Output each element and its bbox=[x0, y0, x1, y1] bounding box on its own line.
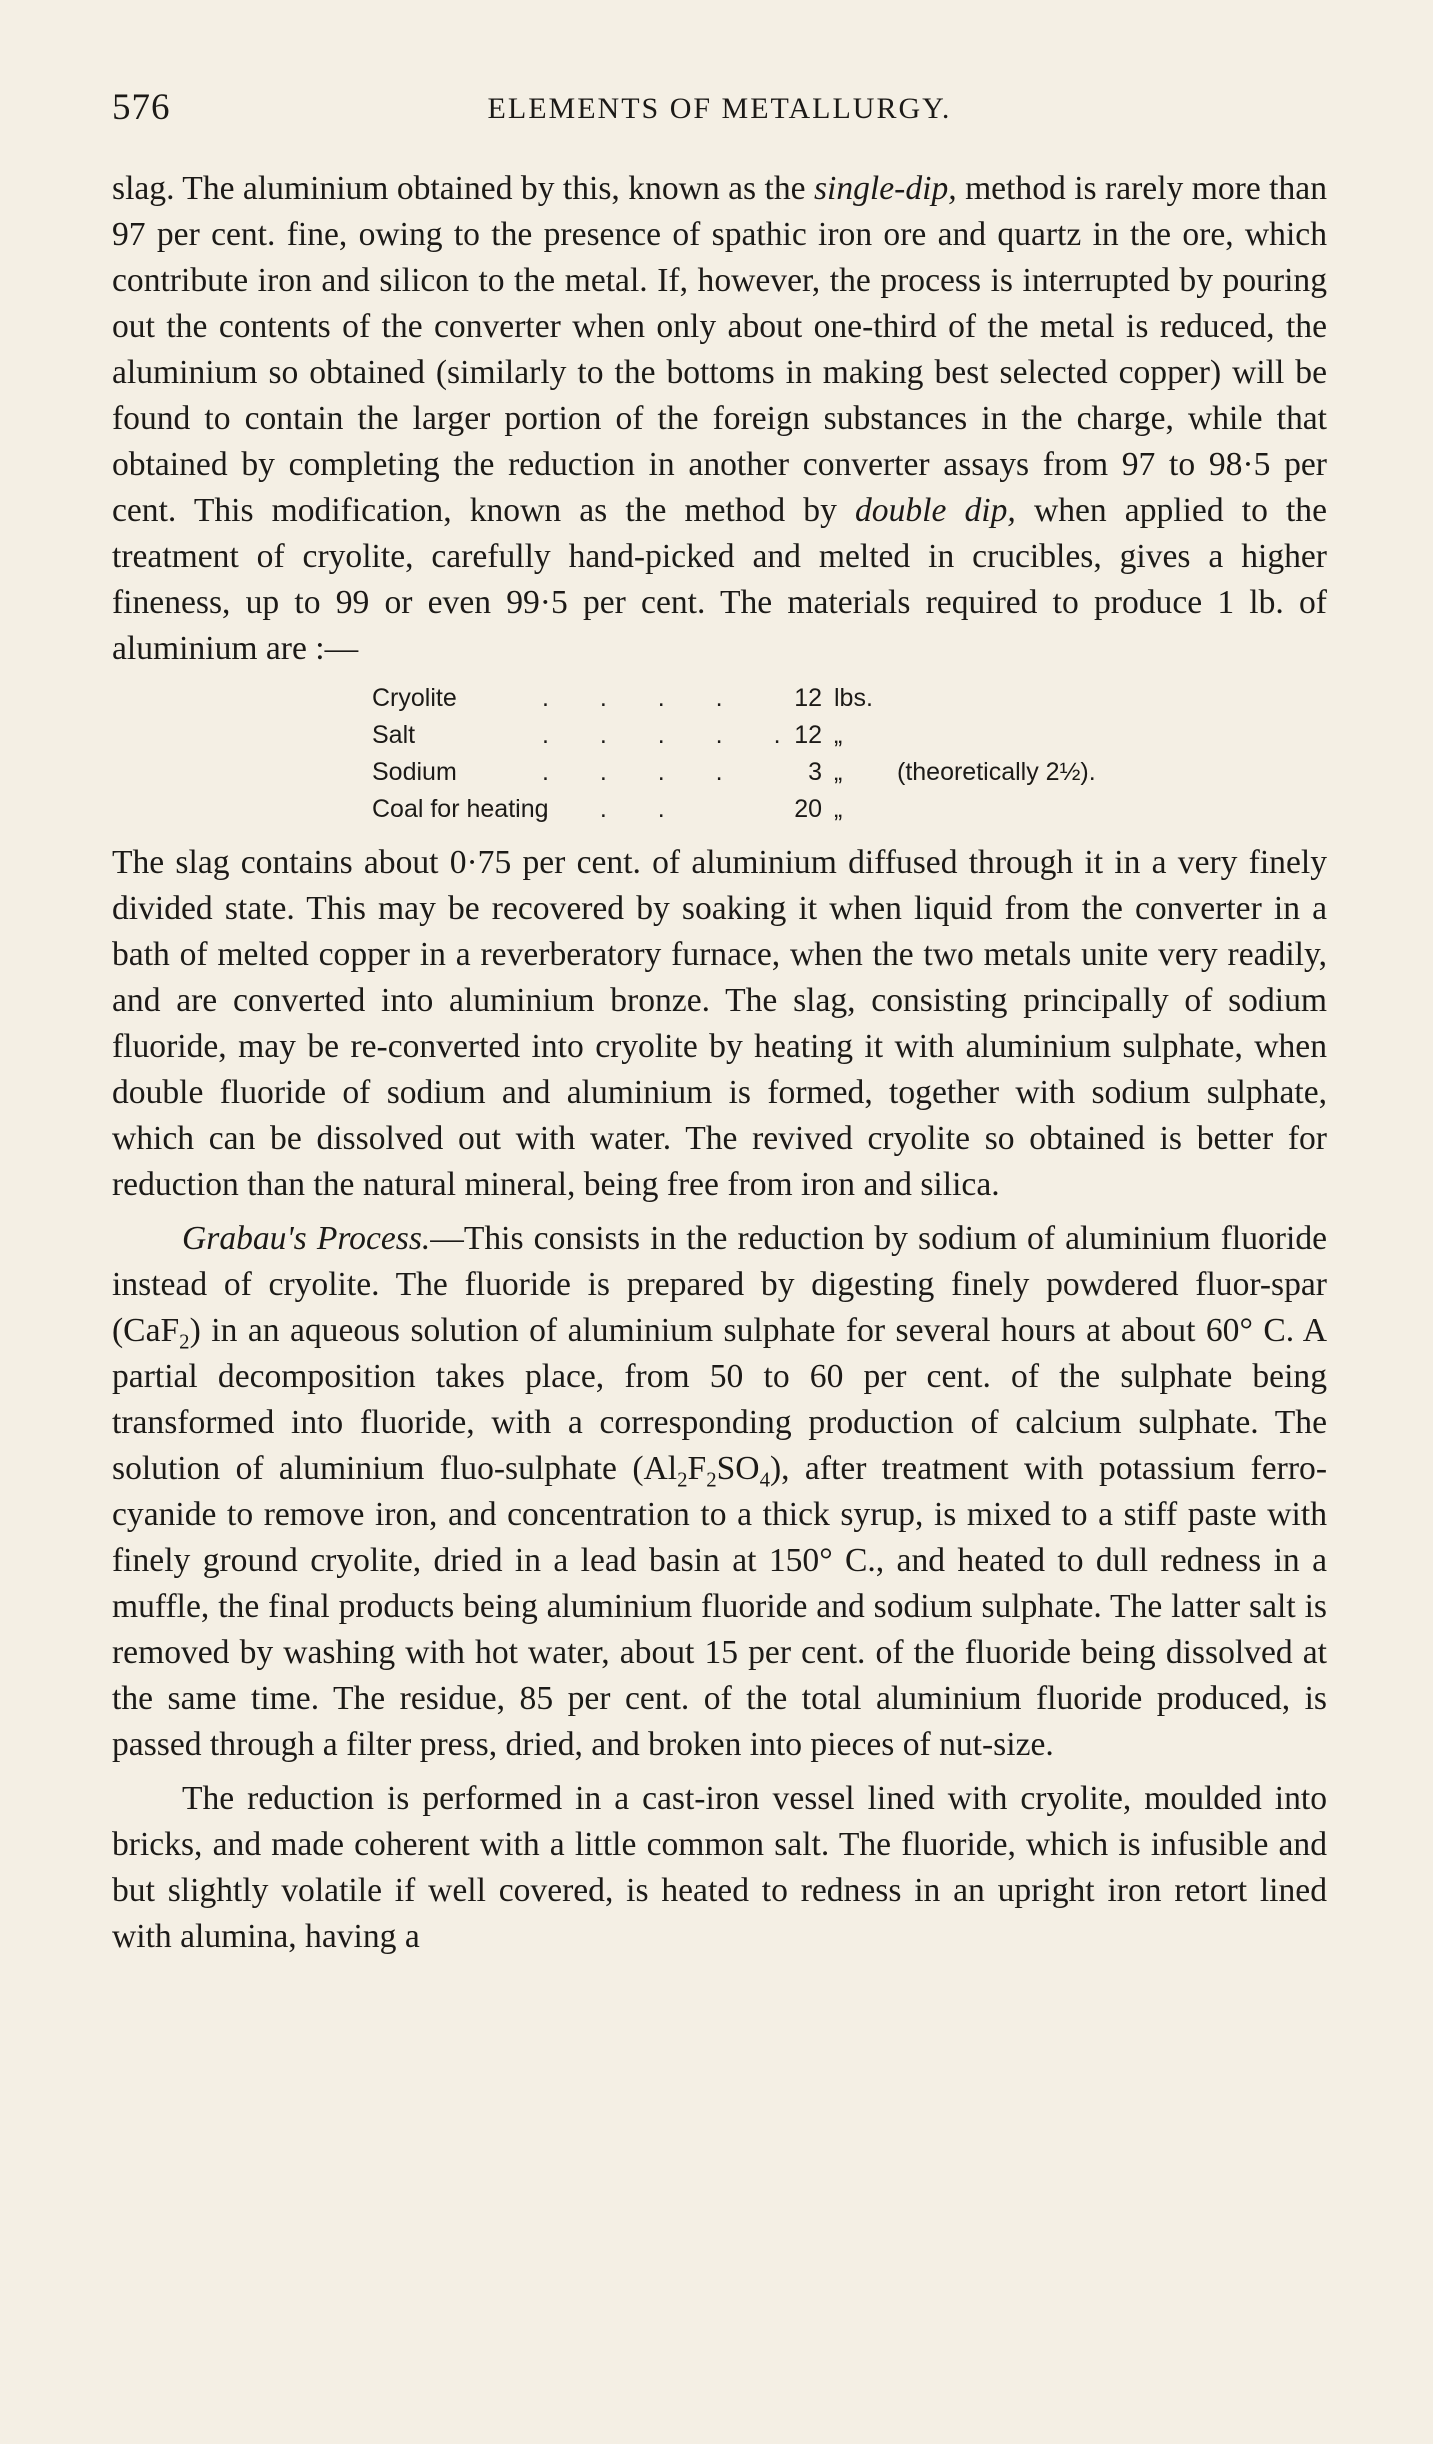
term-single-dip: single-dip, bbox=[813, 170, 957, 207]
material-quantity: 3 bbox=[808, 758, 822, 786]
subscript: 4 bbox=[759, 1467, 770, 1492]
subscript: 2 bbox=[179, 1329, 190, 1354]
text-segment: F bbox=[687, 1450, 707, 1487]
text-segment: ) in an aqueous solution of aluminium sulphate for several hours at about 60° C. A partial decomposition takes place, from 50 to 60 per cent. of the sulphate being transformed into fluoride, with a corresponding production of calcium sulphate. The solution of aluminium fluo-sulphate (Al bbox=[112, 1312, 1327, 1487]
leader-dots: . . . . bbox=[542, 758, 745, 786]
leader-dots: . . . . . bbox=[542, 721, 803, 749]
text-segment: SO bbox=[716, 1450, 760, 1487]
paragraph-single-dip bbox=[112, 166, 1327, 672]
page bbox=[112, 86, 1327, 1960]
paragraph-gap bbox=[112, 1208, 1327, 1216]
text-segment: slag. The aluminium obtained by this, known as the bbox=[112, 170, 814, 207]
materials-row bbox=[372, 717, 1132, 754]
material-unit: „ bbox=[834, 795, 843, 823]
page-number: 576 bbox=[112, 87, 171, 128]
page-header bbox=[112, 86, 1327, 146]
material-name: Coal for heating bbox=[372, 795, 549, 823]
leader-dots: . . . . bbox=[542, 684, 745, 712]
material-name: Sodium bbox=[372, 758, 457, 786]
section-heading: Grabau's Process. bbox=[182, 1220, 431, 1257]
text-segment: ), after treatment with potassium ferro-cyanide to remove iron, and concentration to a thick syrup, is mixed to a stiff paste with finely ground cryolite, dried in a lead basin at 150° C., and heated to dull redness in a muffle, the final products being aluminium fluoride and sodium sulphate. The latter salt is removed by washing with hot water, about 15 per cent. of the fluoride being dissolved at the same time. The residue, 85 per cent. of the total aluminium fluoride produced, is passed through a filter press, dried, and broken into pieces of nut-size. bbox=[112, 1450, 1327, 1763]
leader-dots: . . . bbox=[542, 795, 687, 823]
paragraph-gap bbox=[112, 1768, 1327, 1776]
materials-table bbox=[372, 680, 1132, 828]
paragraph-grabau-process bbox=[112, 1216, 1327, 1768]
materials-row bbox=[372, 791, 1132, 828]
paragraph-slag: The slag contains about 0·75 per cent. of aluminium diffused through it in a very finely divided state. This may be recovered by soaking it when liquid from the converter in a bath of melted copper in a reverberatory furnace, when the two metals unite very readily, and are converted into aluminium bronze. The slag, consisting principally of sodium fluoride, may be re-converted into cryolite by heating it with aluminium sulphate, when double fluoride of sodium and aluminium is formed, together with sodium sulphate, which can be dissolved out with water. The revived cryolite so obtained is better for reduction than the natural mineral, being free from iron and silica. bbox=[112, 844, 1327, 1203]
text-segment: when applied to the treatment of cryolite, carefully hand-picked and melted in crucibles, gives a higher fineness, up to 99 or even 99·5 per cent. The materials required to produce 1 lb. of aluminium are :— bbox=[112, 492, 1327, 667]
material-unit: „ bbox=[834, 758, 843, 786]
material-unit: „ bbox=[834, 721, 843, 749]
material-name: Cryolite bbox=[372, 684, 457, 712]
material-note: (theoretically 2½). bbox=[897, 758, 1096, 786]
subscript: 2 bbox=[706, 1467, 717, 1492]
material-quantity: 12 bbox=[794, 721, 822, 749]
material-name: Salt bbox=[372, 721, 416, 749]
text-segment: method is rarely more than 97 per cent. fine, owing to the presence of spathic iron ore and quartz in the ore, which contribute iron and silicon to the metal. If, however, the process is interrupted by pouring out the contents of the converter when only about one-third of the metal is reduced, the aluminium so obtained (similarly to the bottoms in making best selected copper) will be found to contain the larger portion of the foreign substances in the charge, while that obtained by completing the reduction in another converter assays from 97 to 98·5 per cent. This modification, known as the method by bbox=[112, 170, 1327, 529]
paragraph-reduction: The reduction is performed in a cast-iron vessel lined with cryolite, moulded into bricks, and made coherent with a little common salt. The fluoride, which is infusible and but slightly volatile if well covered, is heated to redness in an upright iron retort lined with alumina, having a bbox=[112, 1780, 1327, 1955]
subscript: 2 bbox=[677, 1467, 688, 1492]
materials-row bbox=[372, 680, 1132, 717]
term-double-dip: double dip, bbox=[855, 492, 1016, 529]
running-head: ELEMENTS OF METALLURGY. bbox=[487, 92, 952, 125]
material-unit: lbs. bbox=[834, 684, 873, 712]
materials-row bbox=[372, 754, 1132, 791]
material-quantity: 12 bbox=[794, 684, 822, 712]
material-quantity: 20 bbox=[794, 795, 822, 823]
text-segment: —This consists in the reduction by sodium of aluminium fluoride instead of cryolite. The fluoride is prepared by digesting finely powdered fluor-spar (CaF bbox=[112, 1220, 1328, 1349]
